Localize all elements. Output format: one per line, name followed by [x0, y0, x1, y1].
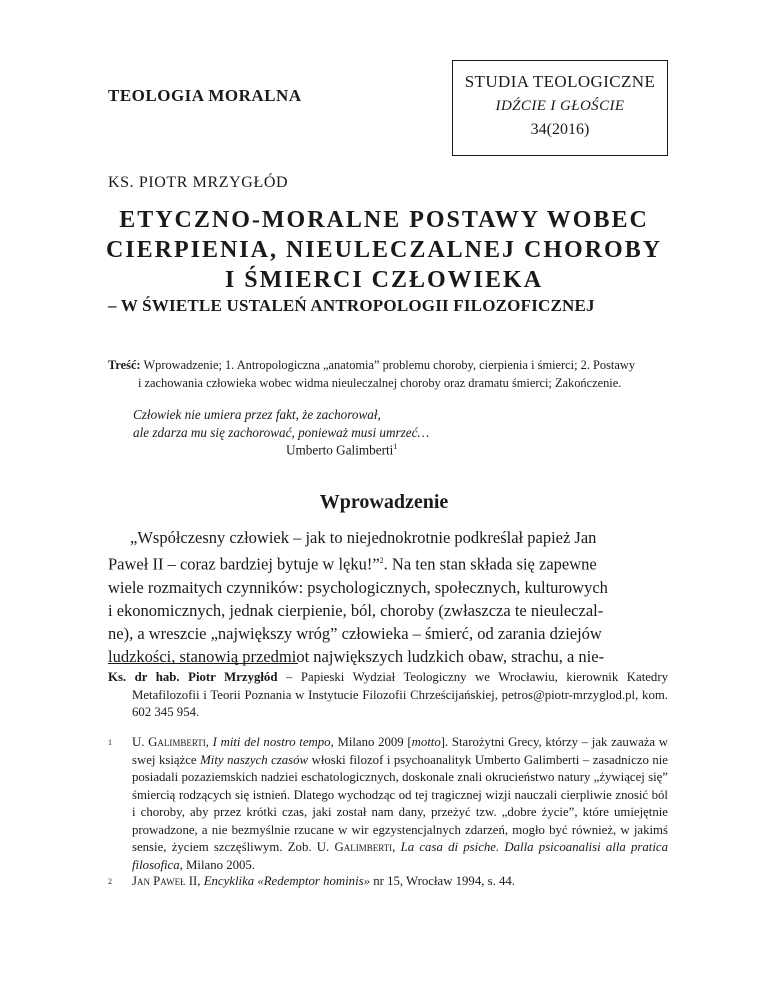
contents-text: i zachowania człowieka wobec widma nieuleczalnej choroby oraz dramatu śmierci; Zakończenie. — [138, 376, 622, 390]
article-subtitle: – W ŚWIETLE USTALEŃ ANTROPOLOGII FILOZOFICZNEJ — [108, 296, 595, 315]
journal-box — [452, 60, 668, 156]
article-author: KS. PIOTR MRZYGŁÓD — [108, 174, 289, 191]
title-line: ETYCZNO-MORALNE POSTAWY WOBEC — [119, 207, 649, 233]
author-note: Ks. dr hab. Piotr Mrzygłód – Papieski Wydział Teologiczny we Wrocławiu, kierownik Katedry Metafilozofii i Teorii Poznania w Instytucie Filozofii Chrześcijańskiej, petros@piotr-mrzyglod.pl, kom. 602 345 954. — [108, 670, 668, 719]
footnote-number: 2 — [108, 877, 112, 886]
motto-author: Umberto Galimberti$^1$ — [286, 442, 398, 458]
footnote-divider — [108, 663, 298, 664]
title-line: I ŚMIERCI CZŁOWIEKA — [224, 267, 544, 293]
section-label: TEOLOGIA MORALNA — [108, 86, 302, 105]
motto-line: Człowiek nie umiera przez fakt, że zachorował, — [133, 407, 381, 422]
contents-label: Treść: — [108, 358, 141, 372]
title-line: CIERPIENIA, NIEULECZALNEJ CHOROBY — [105, 237, 663, 263]
table-of-contents — [108, 356, 668, 392]
journal-name: STUDIA TEOLOGICZNE — [464, 72, 656, 91]
journal-volume: 34(2016) — [530, 121, 590, 138]
contents-text: Wprowadzenie; 1. Antropologiczna „anatomia” problemu choroby, cierpienia i śmierci; 2. Postawy — [140, 358, 636, 372]
body-paragraph: „Współczesny człowiek – jak to niejednokrotnie podkreślał papież Jan Paweł II – coraz bardziej bytuje w lęku!”$^2$. Na ten stan składa się zapewne wiele rozmaitych czynników: psychologicznych, społecznych, kulturowych i ekonomicznych, jednak cierpienie, ból, choroby (zwłaszcza te nieuleczal- ne), a wreszcie „największy wróg” człowieka – śmierć, od zarania dziejów ludzkości, stanowią przedmiot największych ludzkich obaw, strachu, a nie- — [108, 528, 608, 666]
footnote-number: 1 — [108, 738, 112, 747]
article-title — [90, 205, 678, 295]
motto-line: ale zdarza mu się zachorować, ponieważ musi umrzeć… — [133, 425, 430, 440]
footnote-ref: 1 — [393, 442, 398, 451]
footnote-ref: 2 — [379, 556, 384, 565]
journal-subtitle: IDŹCIE I GŁOŚCIE — [495, 98, 625, 114]
motto — [133, 406, 653, 442]
footnote: 2 Jan Paweł II, Encyklika «Redemptor hominis» nr 15, Wrocław 1994, s. 44. — [108, 873, 668, 891]
section-heading: Wprowadzenie — [319, 491, 449, 513]
footnote: 1 U. Galimberti, I miti del nostro tempo, Milano 2009 [motto]. Starożytni Grecy, którzy – jak zauważa w swej książce Mity naszych czasów włoski filozof i psychoanalityk Umberto Galimberti – zasadniczo nie posiadali pozaziemskich nadziei eschatologicznych, doskonale znali okrucieństwo natury „żywiącej się” śmiercią rodzących się istnień. Dlatego wychodząc od tej tragicznej wizji nauczali cierpliwie znosić ból i choroby, aby przez krótki czas, jaki został nam dany, przeżyć tzw. „dobre życie”, które umiejętnie prowadzone, a nie bezmyślnie rzucane w wir egzystencjalnych zdarzeń, mogło być również, w jakimś sensie, życiem szczęśliwym. Zob. U. Galimberti, La casa di psiche. Dalla psicoanalisi alla pratica filosofica, Milano 2005. — [108, 735, 669, 872]
